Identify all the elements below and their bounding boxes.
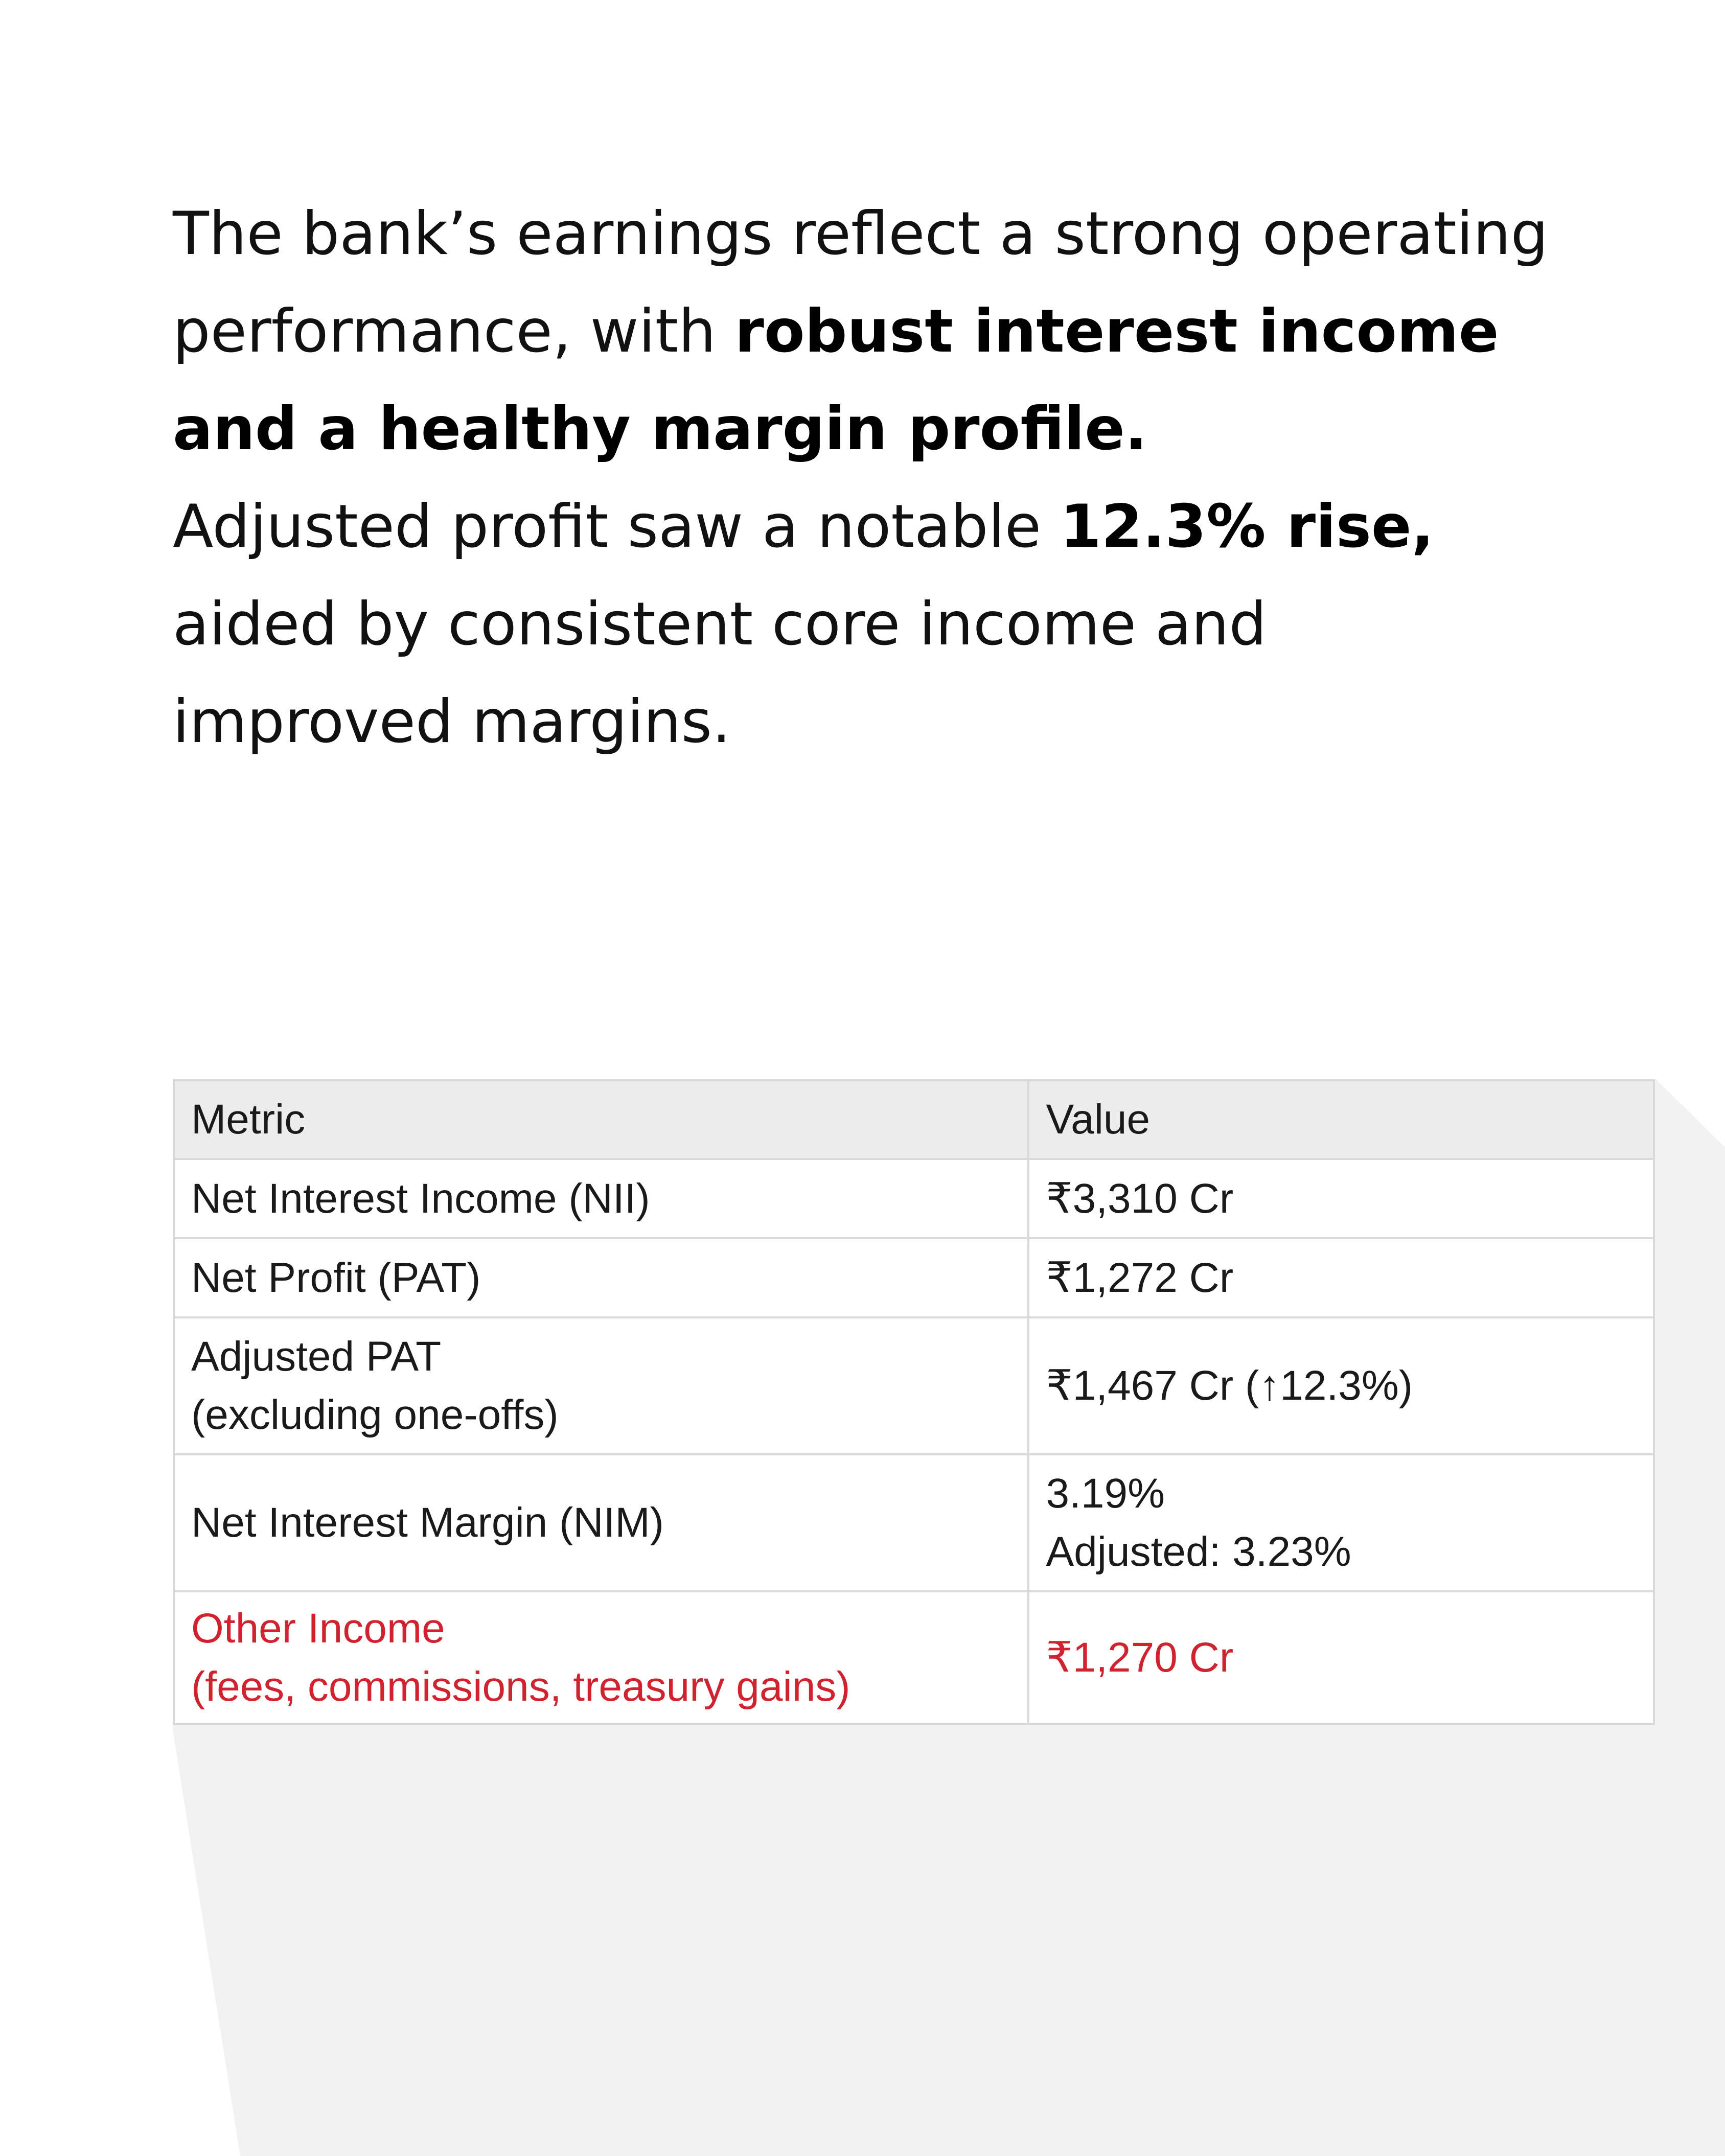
metric-cell: Net Interest Income (NII) [174, 1159, 1028, 1238]
metric-line: (fees, commissions, treasury gains) [191, 1663, 850, 1710]
table-header-row [174, 1080, 1654, 1159]
value-line: Adjusted: 3.23% [1046, 1528, 1351, 1575]
value-cell: ₹1,467 Cr (↑12.3%) [1028, 1317, 1654, 1454]
value-line: 3.19% [1046, 1470, 1165, 1517]
metric-cell [174, 1317, 1028, 1454]
table-row [174, 1591, 1654, 1724]
value-cell: ₹1,272 Cr [1028, 1238, 1654, 1317]
intro-paragraph-2 [173, 478, 1553, 771]
metric-cell: Net Interest Margin (NIM) [174, 1454, 1028, 1591]
value-cell-highlighted: ₹1,270 Cr [1028, 1591, 1654, 1724]
table-row [174, 1454, 1654, 1591]
header-value: Value [1028, 1080, 1654, 1159]
table-row [174, 1159, 1654, 1238]
metric-cell: Net Profit (PAT) [174, 1238, 1028, 1317]
value-cell: ₹3,310 Cr [1028, 1159, 1654, 1238]
table-row [174, 1238, 1654, 1317]
metric-line: Adjusted PAT [191, 1333, 442, 1380]
metric-line: Other Income [191, 1605, 445, 1652]
intro-paragraph-1 [173, 185, 1553, 478]
intro-p2-bold: 12.3% rise, [1060, 492, 1434, 561]
metric-cell-highlighted [174, 1591, 1028, 1724]
intro-p1-bold: robust interest income and a healthy margin profile. [173, 297, 1499, 463]
intro-p2-text-end: aided by consistent core income and improved margins. [173, 590, 1267, 756]
intro-p2-text: Adjusted profit saw a notable [173, 492, 1061, 561]
table-row [174, 1317, 1654, 1454]
metric-line: (excluding one-offs) [191, 1392, 559, 1438]
header-metric: Metric [174, 1080, 1028, 1159]
intro-p1-text: The bank’s earnings reflect a strong operating performance, with [173, 199, 1549, 366]
intro-text [173, 185, 1553, 771]
metrics-table [173, 1079, 1655, 1725]
value-cell [1028, 1454, 1654, 1591]
